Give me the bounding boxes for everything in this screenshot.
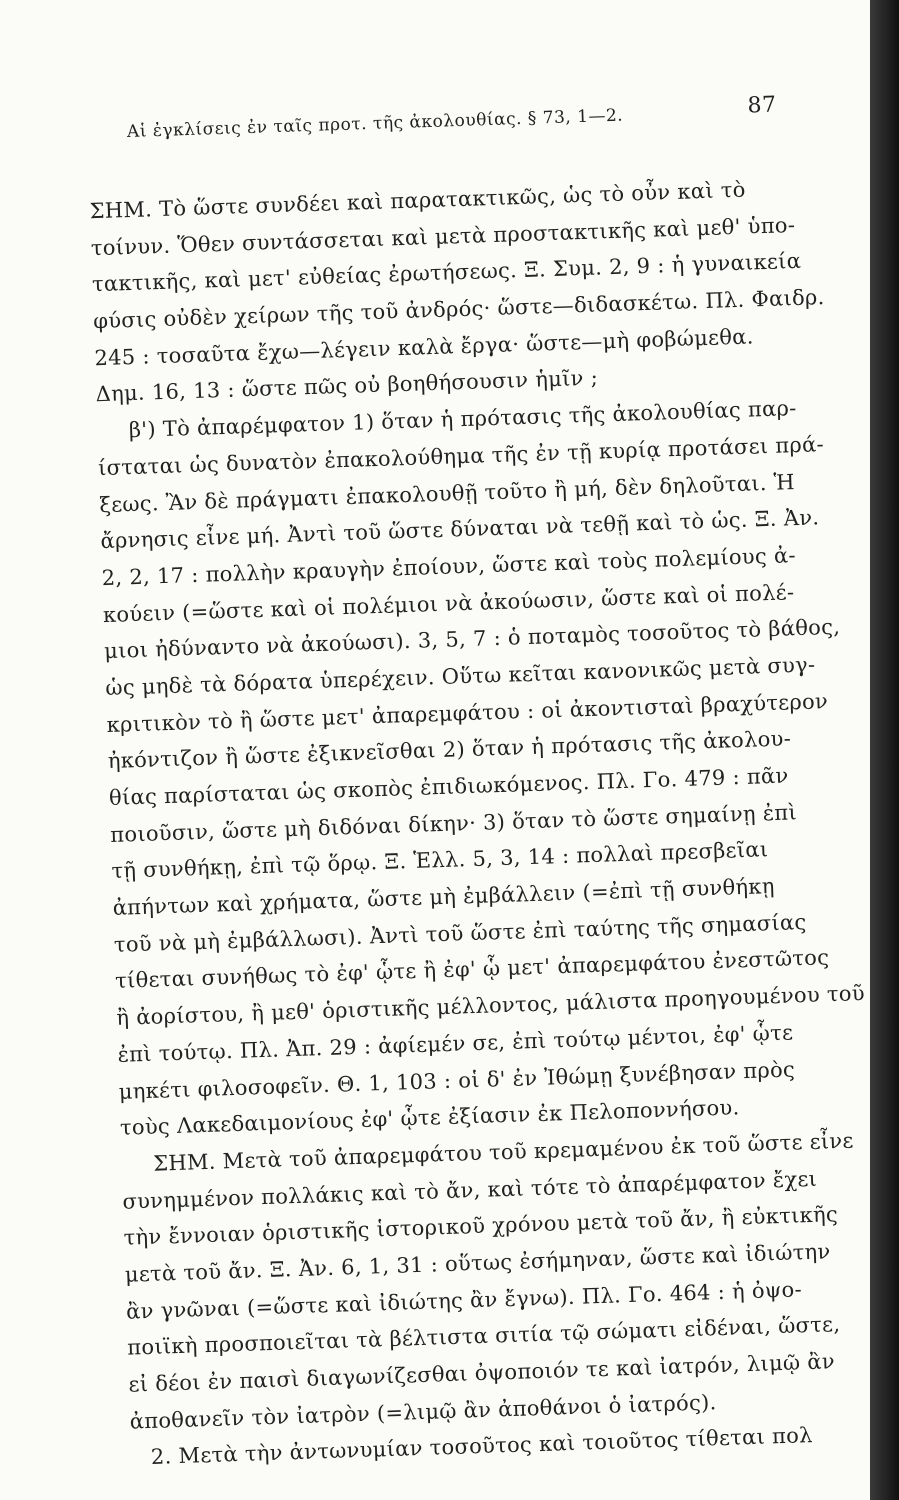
text-line: μηκέτι φιλοσοφεῖν. Θ. 1, 103 : οἱ δ' ἐν Ἰθώμῃ ξυνέβησαν πρὸς — [118, 1056, 796, 1104]
text-line: ΣΗΜ. Μετὰ τοῦ ἀπαρεμφάτου τοῦ κρεμαμένου ἐκ τοῦ ὥστε εἶνε — [152, 1128, 854, 1176]
text-line: μιοι ἠδύναντο νὰ ἀκούωσι). 3, 5, 7 : ὁ ποταμὸς τοσοῦτος τὸ βάθος, — [103, 614, 841, 664]
text-line: τακτικῆς, καὶ μετ' εὐθείας ἐρωτήσεως. Ξ. Συμ. 2, 9 : ἡ γυναικεία — [91, 249, 802, 297]
page-number: 87 — [747, 92, 777, 119]
running-title: Αἱ ἐγκλίσεις ἐν ταῖς προτ. τῆς ἀκολουθίας. § 73, 1—2. — [126, 105, 624, 143]
text-line: κούειν (=ὥστε καὶ οἱ πολέμιοι νὰ ἀκούωσιν, ὥστε καὶ οἱ πολέ- — [102, 579, 795, 627]
text-line: 2. Μετὰ τὴν ἀντωνυμίαν τοσοῦτος καὶ τοιοῦτος τίθεται πολ — [150, 1423, 814, 1470]
text-line: τὴν ἔννοιαν ὁριστικῆς ἱστορικοῦ χρόνου μετὰ τοῦ ἄν, ἢ εὐκτικῆς — [123, 1202, 839, 1250]
text-line: Δημ. 16, 13 : ὥστε πῶς οὐ βοηθήσουσιν ἡμῖν ; — [95, 365, 599, 407]
text-line: ἢ ἀορίστου, ἢ μεθ' ὁριστικῆς μέλλοντος, μάλιστα προηγουμένου τοῦ — [115, 981, 866, 1030]
page-edge-shadow — [870, 0, 899, 1500]
text-line: ποιοῦσιν, ὥστε μὴ διδόναι δίκην· 3) ὅταν τὸ ὥστε σημαίνῃ ἐπὶ — [109, 799, 798, 847]
text-line: θίας παρίσταται ὡς σκοπὸς ἐπιδιωκόμενος. Πλ. Γο. 479 : πᾶν — [108, 763, 789, 810]
text-line: ἀποθανεῖν τὸν ἰατρὸν (=λιμῷ ἂν ἀποθάνοι ὁ ἰατρός). — [129, 1389, 717, 1434]
text-line: 2, 2, 17 : πολλὴν κραυγὴν ἐποίουν, ὥστε καὶ τοὺς πολεμίους ἀ- — [101, 542, 797, 590]
text-line: τίθεται συνήθως τὸ ἐφ' ᾧτε ἢ ἐφ' ᾧ μετ' ἀπαρεμφάτου ἐνεστῶτος — [114, 945, 830, 994]
text-line: συνημμένον πολλάκις καὶ τὸ ἄν, καὶ τότε τὸ ἀπαρέμφατον ἔχει — [122, 1166, 818, 1214]
text-line: ἠκόντιζον ἢ ὥστε ἐξικνεῖσθαι 2) ὅταν ἡ πρότασις τῆς ἀκολου- — [107, 726, 792, 774]
text-line: τῇ συνθήκῃ, ἐπὶ τῷ ὅρῳ. Ξ. Ἑλλ. 5, 3, 14 : πολλαὶ πρεσβεῖαι — [111, 837, 769, 884]
text-line: τοῦ νὰ μὴ ἐμβάλλωσι). Ἀντὶ τοῦ ὥστε ἐπὶ ταύτης τῆς σημασίας — [113, 909, 807, 957]
text-line: ἄρνησις εἶνε μή. Ἀντὶ τοῦ ὥστε δύναται νὰ τεθῇ καὶ τὸ ὡς. Ξ. Ἀν. — [100, 505, 820, 554]
body-text — [89, 169, 866, 1476]
running-header — [126, 92, 777, 143]
text-line: ὡς μηδὲ τὰ δόρατα ὑπερέχειν. Οὕτω κεῖται κανονικῶς μετὰ συγ- — [105, 652, 816, 700]
text-line: ίσταται ὡς δυνατὸν ἐπακολούθημα τῆς ἐν τῇ κυρίᾳ προτάσει πρά- — [97, 431, 825, 480]
text-line: κριτικὸν τὸ ἢ ὥστε μετ' ἀπαρεμφάτου : οἱ ἀκοντισταὶ βραχύτερον — [106, 688, 829, 737]
text-line: 245 : τοσαῦτα ἔχω—λέγειν καλὰ ἔργα· ὥστε—μὴ φοβώμεθα. — [94, 324, 755, 370]
text-line: μετὰ τοῦ ἄν. Ξ. Ἀν. 6, 1, 31 : οὕτως ἐσήμηναν, ὥστε καὶ ἰδιώτην — [124, 1239, 831, 1287]
text-line: ἐπὶ τούτῳ. Πλ. Ἀπ. 29 : ἀφίεμέν σε, ἐπὶ τούτῳ μέντοι, ἐφ' ᾧτε — [117, 1020, 794, 1067]
text-line: φύσις οὐδὲν χείρων τῆς τοῦ ἀνδρός· ὥστε—διδασκέτω. Πλ. Φαιδρ. — [92, 285, 825, 334]
text-line: ΣΗΜ. Τὸ ὥστε συνδέει καὶ παρατακτικῶς, ὡς τὸ οὖν καὶ τὸ — [89, 177, 746, 224]
text-line: ἀπήντων καὶ χρήματα, ὥστε μὴ ἐμβάλλειν (=ἐπὶ τῇ συνθήκῃ — [112, 874, 776, 920]
text-line: ποιϊκὴ προσποιεῖται τὰ βέλτιστα σιτία τῷ σώματι εἰδέναι, ὥστε, — [126, 1312, 841, 1360]
text-line: εἰ δέοι ἐν παισὶ διαγωνίζεσθαι ὀψοποιόν τε καὶ ἰατρόν, λιμῷ ἂν — [128, 1349, 836, 1397]
text-line: τοὺς Λακεδαιμονίους ἐφ' ᾧτε ἐξίασιν ἐκ Πελοποννήσου. — [119, 1095, 740, 1140]
text-line: τοίνυν. Ὅθεν συντάσσεται καὶ μετὰ προστακτικῆς καὶ μεθ' ὑπο- — [90, 212, 796, 260]
text-line: ξεως. Ἂν δὲ πράγματι ἐπακολουθῇ τοῦτο ἢ μή, δὲν δηλοῦται. Ἡ — [98, 469, 796, 517]
text-line: ἂν γνῶναι (=ὥστε καὶ ἰδιώτης ἂν ἔγνω). Πλ. Γο. 464 : ἡ ὀψο- — [125, 1276, 803, 1324]
text-line: β') Τὸ ἀπαρέμφατον 1) ὅταν ἡ πρότασις τῆς ἀκολουθίας παρ- — [128, 396, 797, 443]
